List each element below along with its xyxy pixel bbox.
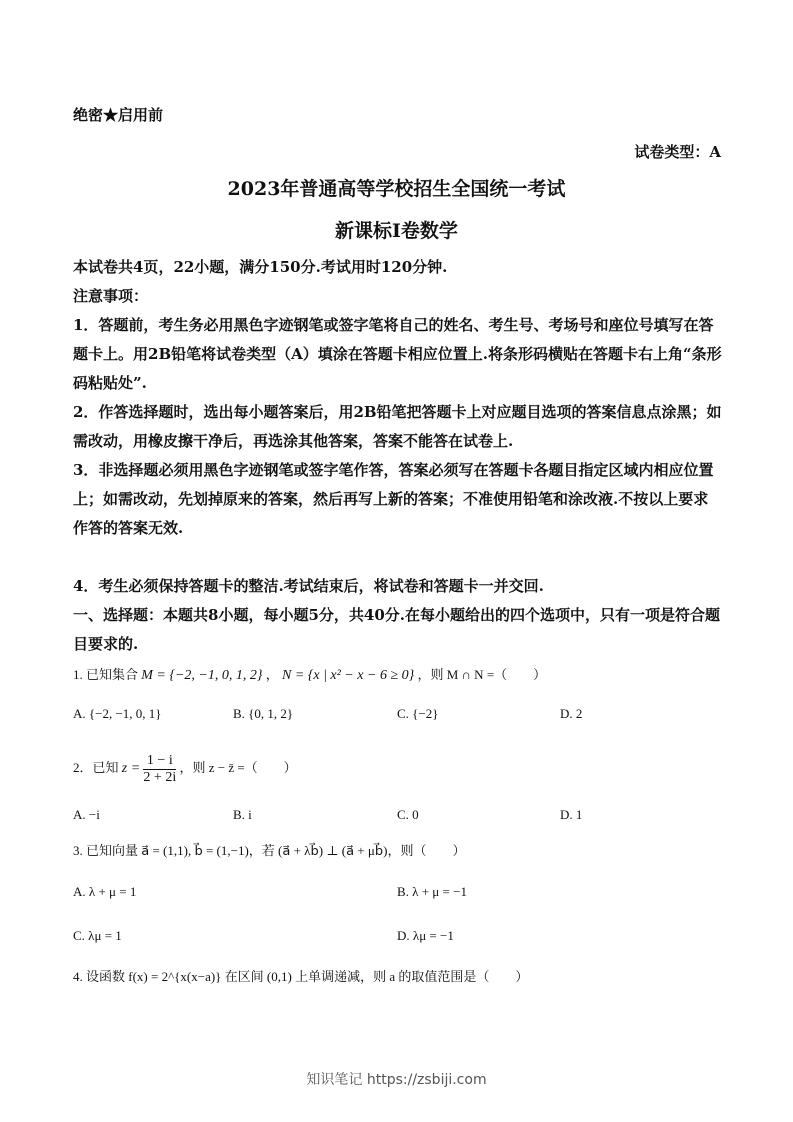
paper-type-label: 试卷类型：A [634,143,721,161]
note-2: 2．作答选择题时，选出每小题答案后，用2B铅笔把答题卡上对应题目选项的答案信息点涂黑；如需改动，用橡皮擦干净后，再选涂其他答案，答案不能答在试卷上. [73,403,722,450]
q1-option-a: A. {−2, −1, 0, 1} [73,706,162,721]
question-4: 4. 设函数 f(x) = 2^{x(x−a)} 在区间 (0,1) 上单调递减，则 a 的取值范围是（ ） [73,969,529,984]
q3-option-d: D. λμ = −1 [397,928,454,943]
q2-numerator: 1 − i [143,753,176,770]
exam-summary: 本试卷共4页，22小题，满分150分.考试用时120分钟. [73,258,448,276]
q2-option-a: A. −i [73,807,100,822]
confidential-label: 绝密★启用前 [73,106,164,124]
question-2 [73,750,297,787]
notes-heading: 注意事项： [73,287,149,305]
note-3: 3．非选择题必须用黑色字迹钢笔或签字笔作答，答案必须写在答题卡各题目指定区域内相应位置上；如需改动，先划掉原来的答案，然后再写上新的答案；不准使用铅笔和涂改液.不按以上要求作答的答案无效. [73,461,714,537]
q1-set-n: N = {x | x² − x − 6 ≥ 0} [281,668,415,683]
section-1-heading: 一、选择题：本题共8小题，每小题5分，共40分.在每小题给出的四个选项中，只有一项是符合题目要求的. [73,606,720,653]
q2-ask: ，则 z − z̄ =（ ） [179,760,297,775]
exam-title: 2023年普通高等学校招生全国统一考试 [227,178,566,200]
note-4: 4．考生必须保持答题卡的整洁.考试结束后，将试卷和答题卡一并交回. [73,577,544,595]
question-1 [73,664,546,687]
q3-option-a: A. λ + μ = 1 [73,884,137,899]
q2-prefix: 2．已知 [73,760,119,775]
q3-option-c: C. λμ = 1 [73,928,122,943]
q1-set-m: M = {−2, −1, 0, 1, 2} [141,668,263,683]
note-1: 1．答题前，考生务必用黑色字迹钢笔或签字笔将自己的姓名、考生号、考场号和座位号填写在答题卡上。用2B铅笔将试卷类型（A）填涂在答题卡相应位置上.将条形码横贴在答题卡右上角“条形码粘贴处”. [73,316,722,392]
q1-ask: ，则 M ∩ N =（ ） [417,667,547,682]
exam-subtitle: 新课标Ⅰ卷数学 [335,220,458,242]
q1-option-d: D. 2 [560,706,583,721]
q1-comma: ， [265,667,279,682]
q1-option-c: C. {−2} [397,706,439,721]
question-3: 3. 已知向量 a⃗ = (1,1), b⃗ = (1,−1)，若 (a⃗ + λb⃗) ⊥ (a⃗ + μb⃗)，则（ ） [73,843,466,858]
q2-denominator: 2 + 2i [143,769,177,785]
q2-option-c: C. 0 [397,807,419,822]
q2-option-b: B. i [233,807,252,822]
q2-fraction [143,753,176,786]
q3-option-b: B. λ + μ = −1 [397,884,467,899]
footer-watermark: 知识笔记 https://zsbiji.com [306,1072,487,1088]
q2-lhs: z = [121,761,141,776]
q1-option-b: B. {0, 1, 2} [233,706,294,721]
q2-option-d: D. 1 [560,807,583,822]
q1-prefix: 1. 已知集合 [73,667,139,682]
